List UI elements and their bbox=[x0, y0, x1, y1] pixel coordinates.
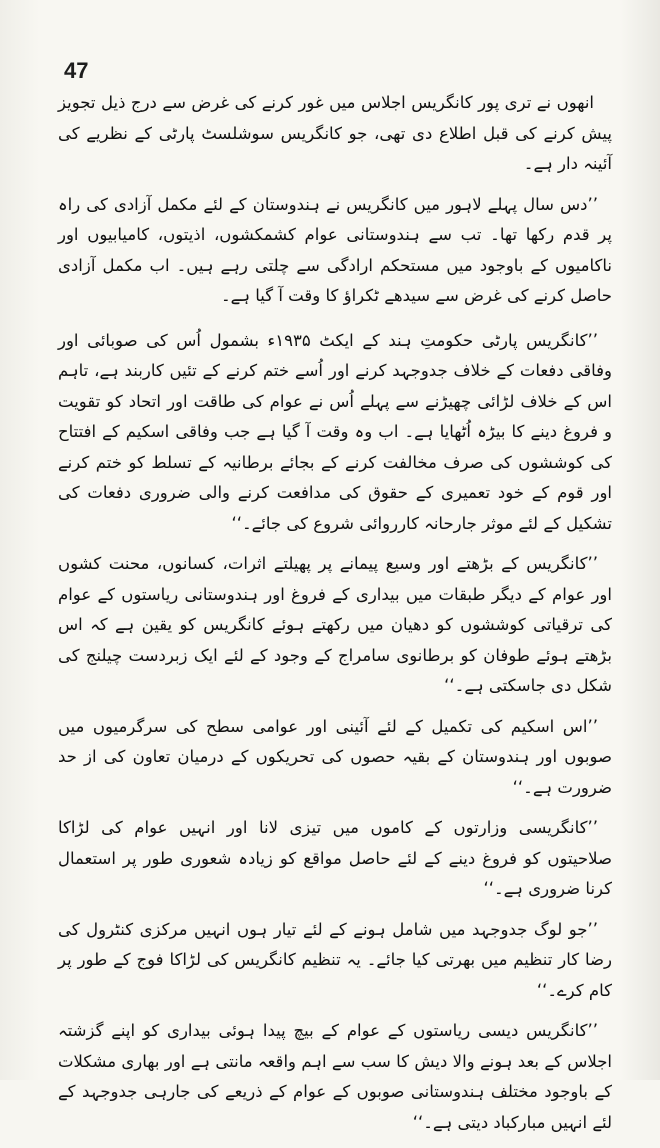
paragraph-intro: انھوں نے تری پور کانگریس اجلاس میں غور کرنے کی غرض سے درج ذیل تجویز پیش کرنے کی قبل اطلاع دی تھی، جو کانگریس سوشلسٹ پارٹی کے نظریے کی آئینہ دار ہے۔ bbox=[58, 93, 612, 173]
paragraph-quote-ministries: ’’کانگریسی وزارتوں کے کاموں میں تیزی لانا اور انہیں عوام کی لڑاکا صلاحیتوں کو فروغ دینے کے لئے حاصل مواقع کو زیادہ شعوری طور پر استعمال کرنا ضروری ہے۔‘‘ bbox=[58, 818, 612, 898]
page-number: 47 bbox=[64, 58, 89, 83]
body-text bbox=[58, 88, 612, 1148]
paragraph-quote-volunteers: ’’جو لوگ جدوجہد میں شامل ہونے کے لئے تیار ہوں انہیں مرکزی کنٹرول کی رضا کار تنظیم میں بھرتی کیا جائے۔ یہ تنظیم کانگریس کی لڑاکا فوج کے طور پر کام کرے۔‘‘ bbox=[58, 919, 612, 1000]
paragraph-quote-lahore: ’’دس سال پہلے لاہور میں کانگریس نے ہندوستان کے لئے مکمل آزادی کی راہ پر قدم رکھا تھا۔ تب سے ہندوستانی عوام کشمکشوں، اذیتوں، کامیابیوں اور ناکامیوں کے باوجود میں مستحکم ارادگی سے چلتی رہے ہیں۔ اب مکمل آزادی حاصل کرنے کی غرض سے سیدھے ٹکراؤ کا وقت آ گیا ہے۔ bbox=[58, 194, 612, 305]
paragraph-quote-states: ’’کانگریس دیسی ریاستوں کے عوام کے بیچ پیدا ہوئی بیداری کو اپنے گزشتہ اجلاس کے بعد ہونے والا دیش کا سب سے اہم واقعہ مانتی ہے اور بھاری مشکلات کے باوجود مختلف ہندوستانی صوبوں کے عوام کے ذریعے کی جارہی جدوجہد کے لئے انہیں مبارکباد دیتی ہے۔‘‘ bbox=[58, 1021, 612, 1132]
paragraph-quote-influence: ’’کانگریس کے بڑھتے اور وسیع پیمانے پر پھیلتے اثرات، کسانوں، محنت کشوں اور عوام کے دیگر طبقات میں بیداری کے فروغ اور ہندوستانی ریاستوں کے عوام کی ترقیاتی کوششوں کو دھیان میں رکھتے ہوئے کانگریس کو یقین ہے کہ اس بڑھتے ہوئے طوفان کو برطانوی سامراج کے وجود کے لئے ایک زبردست چیلنج کی شکل دی جاسکتی ہے۔‘‘ bbox=[58, 554, 612, 695]
paragraph-quote-scheme: ’’اس اسکیم کی تکمیل کے لئے آئینی اور عوامی سطح کی سرگرمیوں میں صوبوں اور ہندوستان کے بقیہ حصوں کی تحریکوں کے درمیان تعاون کی از حد ضرورت ہے۔‘‘ bbox=[58, 716, 612, 797]
paragraph-quote-act-1935: ’’کانگریس پارٹی حکومتِ ہند کے ایکٹ ۱۹۳۵ء بشمول اُس کی صوبائی اور وفاقی دفعات کے خلاف جدوجہد کرنے اور اُسے ختم کرنے کے تئیں کاربند ہے، تاہم اس کے خلاف لڑائی چھیڑنے سے پہلے اُس نے عوام کی طاقت اور اتحاد کو تقویت و فروغ دینے کا بیڑہ اُٹھایا ہے۔ اب وہ وقت آ گیا ہے جب وفاقی اسکیم کے افتتاح کی کوششوں کی صرف مخالفت کرنے کے بجائے برطانیہ کے تسلط کو ختم کرنے اور قوم کے خود تعمیری کے حقوق کی مدافعت کرنے والی ضروری دفعات کی تشکیل کے لئے موثر جارحانہ کارروائی شروع کی جائے۔‘‘ bbox=[58, 330, 612, 533]
